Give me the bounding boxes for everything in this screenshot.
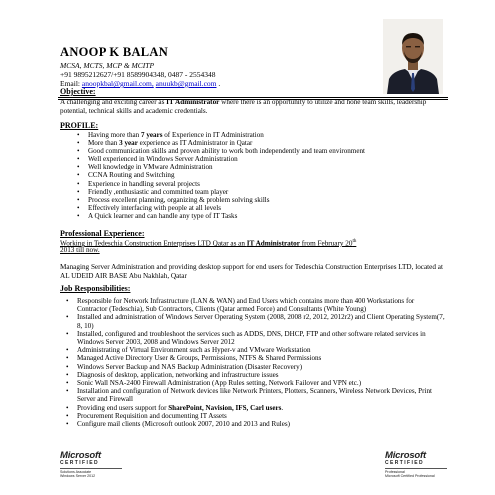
list-item: • Administrating of Virtual Environment such as Hyper-v and VMware Workstation (60, 346, 445, 354)
list-item: • Experience in handling several projects (74, 180, 444, 188)
list-item: • Managed Active Directory User & Groups, Permissions, NTFS & Shared Permissions (60, 354, 445, 362)
badge-brand: Microsoft (385, 450, 426, 461)
microsoft-badge-mcsa (60, 450, 122, 478)
list-item: • Effectively interfacing with people at all levels (74, 204, 444, 212)
experience-role-text: Working in Tedeschia Construction Enterprises LTD Qatar as an IT Administrator from February 20th (60, 239, 357, 248)
experience-description: Managing Server Administration and providing desktop support for end users for Tedeschia Construction Enterprises LTD, located at AL UDEID AIR BASE Abu Nakhlah, Qatar (60, 263, 443, 280)
list-item: • Responsible for Network Infrastructure (LAN & WAN) and End Users which contains more than 400 Workstations for Contractor (Tedeschia), Sub Contractors, Clients (Qatar armed Force) and Consultants (White Young) (60, 297, 445, 313)
profile-list (74, 131, 444, 220)
badge-role: Professional (385, 468, 447, 474)
responsibilities-heading: Job Responsibilities: (60, 284, 131, 293)
objective-text: A challenging and exciting career as IT Administrator where there is an opportunity to utilize and hone team skills, leadership potential, technical skills and academic credentials. (60, 98, 427, 115)
badge-sub: Windows Server 2012 (60, 474, 96, 478)
profile-heading: PROFILE: (60, 121, 99, 130)
phone-line: +91 9895212627/+91 8589904348, 0487 - 2554348 (60, 70, 216, 79)
badge-cert: CERTIFIED (385, 460, 424, 466)
profile-photo (383, 19, 443, 94)
badge-role: Solutions Associate (60, 468, 122, 474)
objective-heading: Objective: (60, 87, 96, 96)
experience-heading: Professional Experience: (60, 229, 145, 238)
email-link-2[interactable]: anuukb@gmail.com (155, 79, 217, 88)
list-item: • Well experienced in Windows Server Administration (74, 155, 444, 163)
microsoft-badge-mcp (385, 450, 447, 478)
list-item: • Installed and administration of Windows Server Operating System (2008, 2008 r2, 2012, 2012r2) and Client Operating System(7, 8, 10) (60, 313, 445, 329)
email-tail: . (218, 79, 221, 88)
list-item: • Having more than 7 years of Experience in IT Administration (74, 131, 444, 139)
certifications-line: MCSA, MCTS, MCP & MCITP (60, 61, 155, 70)
badge-sub: Microsoft Certified Professional (385, 474, 435, 478)
responsibilities-list (60, 297, 445, 428)
badge-brand: Microsoft (60, 450, 101, 461)
list-item: • Friendly ,enthusiastic and committed team player (74, 188, 444, 196)
list-item: • Providing end users support for SharePoint, Navision, IFS, Carl users. (60, 404, 445, 412)
list-item: • Installed, configured and troubleshoot the services such as ADDS, DNS, DHCP, FTP and other software related services in Windows Server 2003, 2008 and Windows Server 2012 (60, 330, 445, 346)
email-label: Email: (60, 79, 80, 88)
list-item: • Diagnosis of desktop, application, networking and infrastructure issues (60, 371, 445, 379)
badge-cert: CERTIFIED (60, 460, 99, 466)
list-item: • Procurement Requisition and documenting IT Assets (60, 412, 445, 420)
list-item: • Sonic Wall NSA-2400 Firewall Administration (App Rules setting, Network Failover and VPN etc.) (60, 379, 445, 387)
list-item: • More than 3 year experience as IT Administrator in Qatar (74, 139, 444, 147)
email-link-1[interactable]: anoopkbal@gmail.com, (81, 79, 154, 88)
list-item: • Configure mail clients (Microsoft outlook 2007, 2010 and 2013 and Rules) (60, 420, 445, 428)
list-item: • Good communication skills and proven ability to work both independently and team environment (74, 147, 444, 155)
list-item: • Process excellent planning, organizing & problem solving skills (74, 196, 444, 204)
candidate-name: ANOOP K BALAN (60, 45, 169, 59)
list-item: • Installation and configuration of Network devices like Network Printers, Plotters, Scanners, Wireless Network Devices, Print Server and Firewall (60, 387, 445, 403)
experience-role-date: 2013 till now. (60, 246, 100, 254)
list-item: • CCNA Routing and Switching (74, 171, 444, 179)
list-item: • A Quick learner and can handle any type of IT Tasks (74, 212, 444, 220)
list-item: • Windows Server Backup and NAS Backup Administration (Disaster Recovery) (60, 363, 445, 371)
list-item: • Well knowledge in VMware Administration (74, 163, 444, 171)
